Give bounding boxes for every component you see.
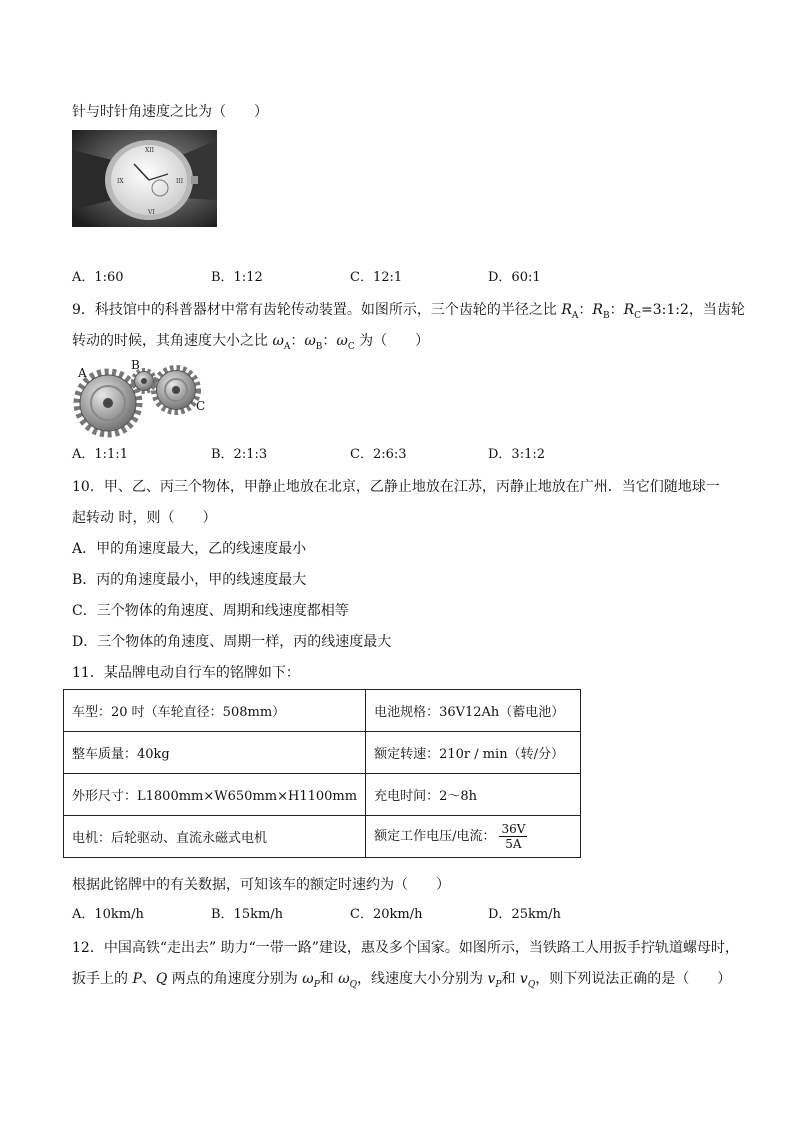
q9-stem-text-c: 转动的时候，其角速度大小之比 [72,333,273,349]
gear-label-b: B [131,358,140,372]
gear-label-c: C [196,399,206,413]
q10-stem-line1: 10．甲、乙、丙三个物体，甲静止地放在北京，乙静止地放在江苏，丙静止地放在广州．当它们随地球一 [72,479,720,495]
gear-a [77,372,139,434]
table-cell: 电池规格：36V12Ah（蓄电池） [366,690,581,732]
q11-option-a: A．10km/h [72,907,144,922]
q11-option-b: B．15km/h [211,907,284,922]
q12-stem-text-d: ，则下列说法正确的是（ ） [535,971,732,987]
table-cell: 整车质量：40kg [64,732,366,774]
nameplate-table [63,689,581,858]
voltage-current-fraction [499,822,527,851]
gear-label-a: A [78,366,87,380]
gears-diagram [72,357,212,439]
gear-c [154,368,198,412]
q9-option-b: B．2:1:3 [211,447,268,462]
q9-stem-text-b: =3:1:2，当齿轮 [641,302,745,318]
q10-option-d: D．三个物体的角速度、周期一样，丙的线速度最大 [72,634,392,650]
q12-stem-text-b: 两点的角速度分别为 [167,971,303,987]
q9-stem-line2: 转动的时候，其角速度大小之比 $\omega_A$：$\omega_B$：$\omega_C$ 为（ ） [72,333,430,352]
fraction-denominator: 5A [505,837,522,851]
table-cell: 充电时间：2～8h [366,774,581,816]
table-row [64,690,581,732]
voltage-current-label: 额定工作电压/电流： [374,829,496,844]
q9-option-d: D．3:1:2 [488,447,545,462]
q9-stem-text-d: 为（ ） [354,333,430,349]
svg-text:IX: IX [117,178,124,185]
q9-option-a: A．1:1:1 [72,447,128,462]
table-cell: 额定转速：210r / min（转/分） [366,732,581,774]
table-row [64,774,581,816]
table-cell: 电机：后轮驱动、直流永磁式电机 [64,816,366,858]
q8-stem: 针与时针角速度之比为（ ） [72,104,268,120]
q11-stem: 11．某品牌电动自行车的铭牌如下： [72,665,300,681]
q12-stem-line1: 12．中国高铁“走出去” 助力“一带一路”建设，惠及多个国家。如图所示，当铁路工人用扳手拧轨道螺母时， [72,940,739,956]
q12-stem-text-a: 扳手上的 [72,971,133,987]
q8-option-c: C．12:1 [350,270,403,285]
q11-question: 根据此铭牌中的有关数据，可知该车的额定时速约为（ ） [72,877,450,893]
q11-option-c: C．20km/h [350,907,423,922]
table-cell: 外形尺寸：L1800mm×W650mm×H1100mm [64,774,366,816]
q10-option-c: C．三个物体的角速度、周期和线速度都相等 [72,603,349,619]
fraction-numerator: 36V [501,822,526,836]
gear-b [133,370,155,392]
q9-option-c: C．2:6:3 [350,447,407,462]
table-cell-voltage-current [366,816,581,858]
q12-stem-line2: 扳手上的 P、Q 两点的角速度分别为 $\omega_P$和 $\omega_Q$，线速度大小分别为 $v_P$和 $v_Q$，则下列说法正确的是（ ） [72,971,732,990]
q11-option-d: D．25km/h [488,907,561,922]
q9-stem-line1: 9．科技馆中的科普器材中常有齿轮传动装置。如图所示，三个齿轮的半径之比 $R_A$：$R_B$：$R_C=3:1:2$，当齿轮 [72,302,745,321]
svg-text:XII: XII [145,147,155,154]
q8-option-a: A．1:60 [72,270,124,285]
table-cell: 车型：20 吋（车轮直径：508mm） [64,690,366,732]
q10-stem-line2: 起转动 时，则（ ） [72,510,217,526]
svg-text:VI: VI [148,209,155,216]
q8-option-b: B．1:12 [211,270,263,285]
q12-stem-text-c: ，线速度大小分别为 [357,971,488,987]
svg-text:III: III [176,178,184,185]
table-row [64,816,581,858]
q9-stem-text-a: 9．科技馆中的科普器材中常有齿轮传动装置。如图所示，三个齿轮的半径之比 [72,302,562,318]
q10-option-b: B．丙的角速度最小，甲的线速度最大 [72,572,307,588]
q10-option-a: A．甲的角速度最大，乙的线速度最小 [72,541,307,557]
q8-option-d: D．60:1 [488,270,541,285]
watch-image [72,130,217,227]
table-row [64,732,581,774]
